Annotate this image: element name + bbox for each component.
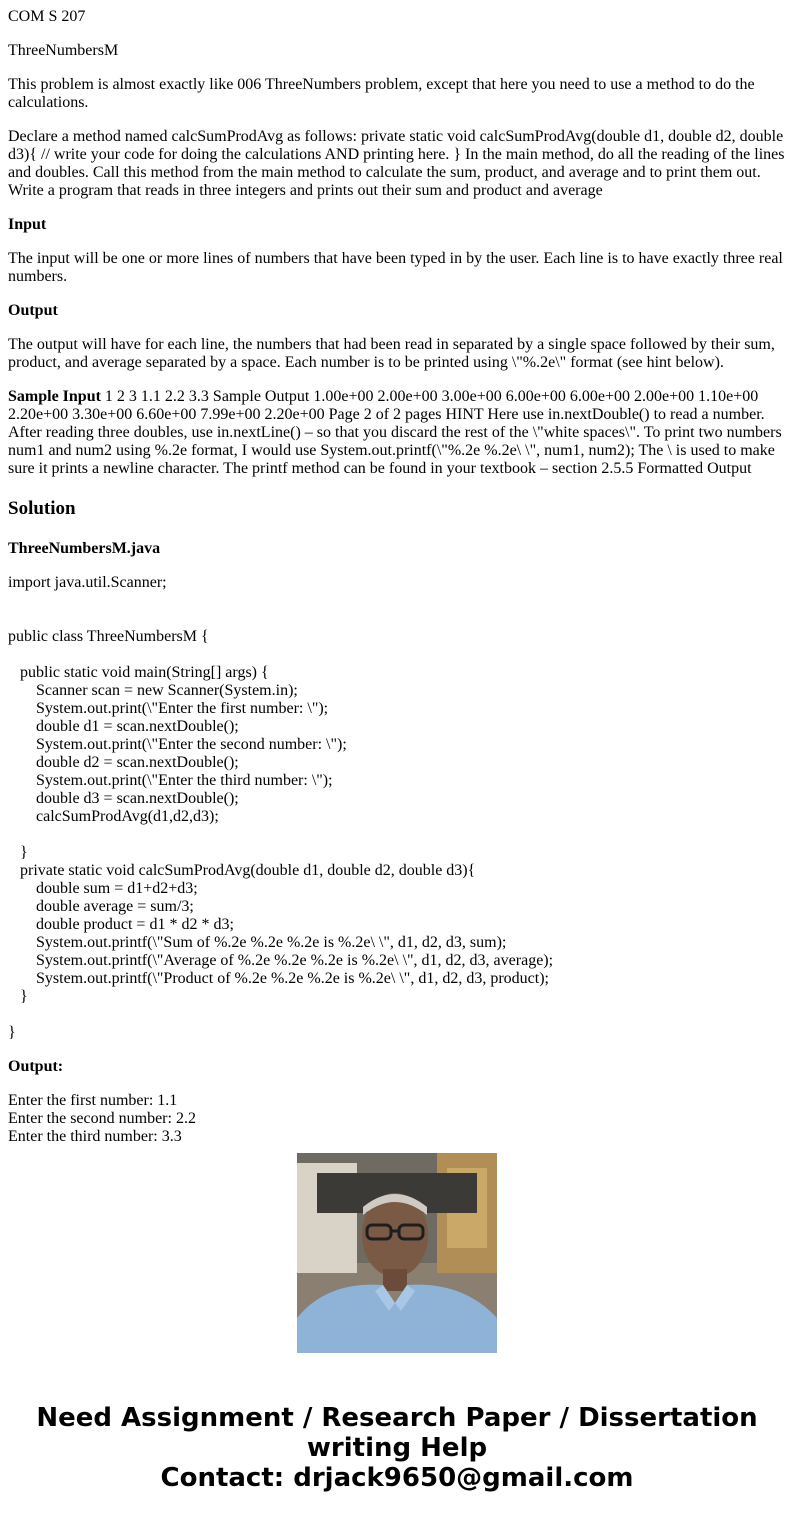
input-heading: Input (8, 216, 47, 233)
sample-paragraph (8, 388, 786, 478)
console-output: Enter the first number: 1.1 Enter the second number: 2.2 Enter the third number: 3.3 (8, 1092, 196, 1145)
input-paragraph: The input will be one or more lines of numbers that have been typed in by the user. Each line is to have exactly three real numbers. (8, 250, 783, 285)
tutor-avatar (297, 1153, 497, 1353)
course-code: COM S 207 (8, 8, 86, 25)
help-banner (0, 1403, 794, 1493)
banner-line-1: Need Assignment / Research Paper / Dissertation (36, 1403, 758, 1433)
output-label: Output: (8, 1058, 64, 1075)
sample-text: 1 2 3 1.1 2.2 3.3 Sample Output 1.00e+00 2.00e+00 3.00e+00 6.00e+00 6.00e+00 2.00e+00 1.10e+00 2.20e+00 3.30e+00 6.60e+00 7.99e+00 2.20e+00 Page 2 of 2 pages HINT Here use in.nextDouble() to read a number. After reading three doubles, use in.nextLine() – so that you discard the rest of the \"white spaces\". To print two numbers num1 and num2 using %.2e format, I would use System.out.printf(\"%.2e %.2e\ \", num1, num2); The \ is used to make sure it prints a newline character. The printf method can be found in your textbook – section 2.5.5 Formatted Output (8, 388, 782, 477)
file-name: ThreeNumbersM.java (8, 540, 161, 557)
declare-paragraph: Declare a method named calcSumProdAvg as follows: private static void calcSumProdAvg(double d1, double d2, double d3){ // write your code for doing the calculations AND printing here. } In the main method, do all the reading of the lines and doubles. Call this method from the main method to calculate the sum, product, and average and to print them out. Write a program that reads in three integers and prints out their sum and product and average (8, 128, 785, 199)
intro-paragraph: This problem is almost exactly like 006 ThreeNumbers problem, except that here you need to use a method to do the calculations. (8, 76, 755, 111)
document-content (8, 0, 786, 1145)
banner-line-2: writing Help (306, 1433, 488, 1463)
sample-input-label: Sample Input (8, 388, 101, 405)
output-paragraph: The output will have for each line, the numbers that had been read in separated by a single space followed by their sum, product, and average separated by a space. Each number is to be printed using \"%.2e\" format (see hint below). (8, 336, 775, 371)
problem-title: ThreeNumbersM (8, 42, 119, 59)
output-heading: Output (8, 302, 58, 319)
code-block: import java.util.Scanner; public class ThreeNumbersM { public static void main(String[] args) { Scanner scan = new Scanner(System.in); System.out.print(\"Enter the first number: \"); double d1 = scan.nextDouble(); System.out.print(\"Enter the second number: \"); double d2 = scan.nextDouble(); System.out.print(\"Enter the third number: \"); double d3 = scan.nextDouble(); calcSumProdAvg(d1,d2,d3); } private static void calcSumProdAvg(double d1, double d2, double d3){ double sum = d1+d2+d3; double average = sum/3; double product = d1 * d2 * d3; System.out.printf(\"Sum of %.2e %.2e %.2e is %.2e\ \", d1, d2, d3, sum); System.out.printf(\"Average of %.2e %.2e %.2e is %.2e\ \", d1, d2, d3, average); System.out.printf(\"Product of %.2e %.2e %.2e is %.2e\ \", d1, d2, d3, product); } } (8, 574, 554, 1041)
avatar-photo (297, 1153, 497, 1353)
solution-heading: Solution (8, 498, 76, 519)
contact-email: Contact: drjack9650@gmail.com (160, 1463, 634, 1493)
